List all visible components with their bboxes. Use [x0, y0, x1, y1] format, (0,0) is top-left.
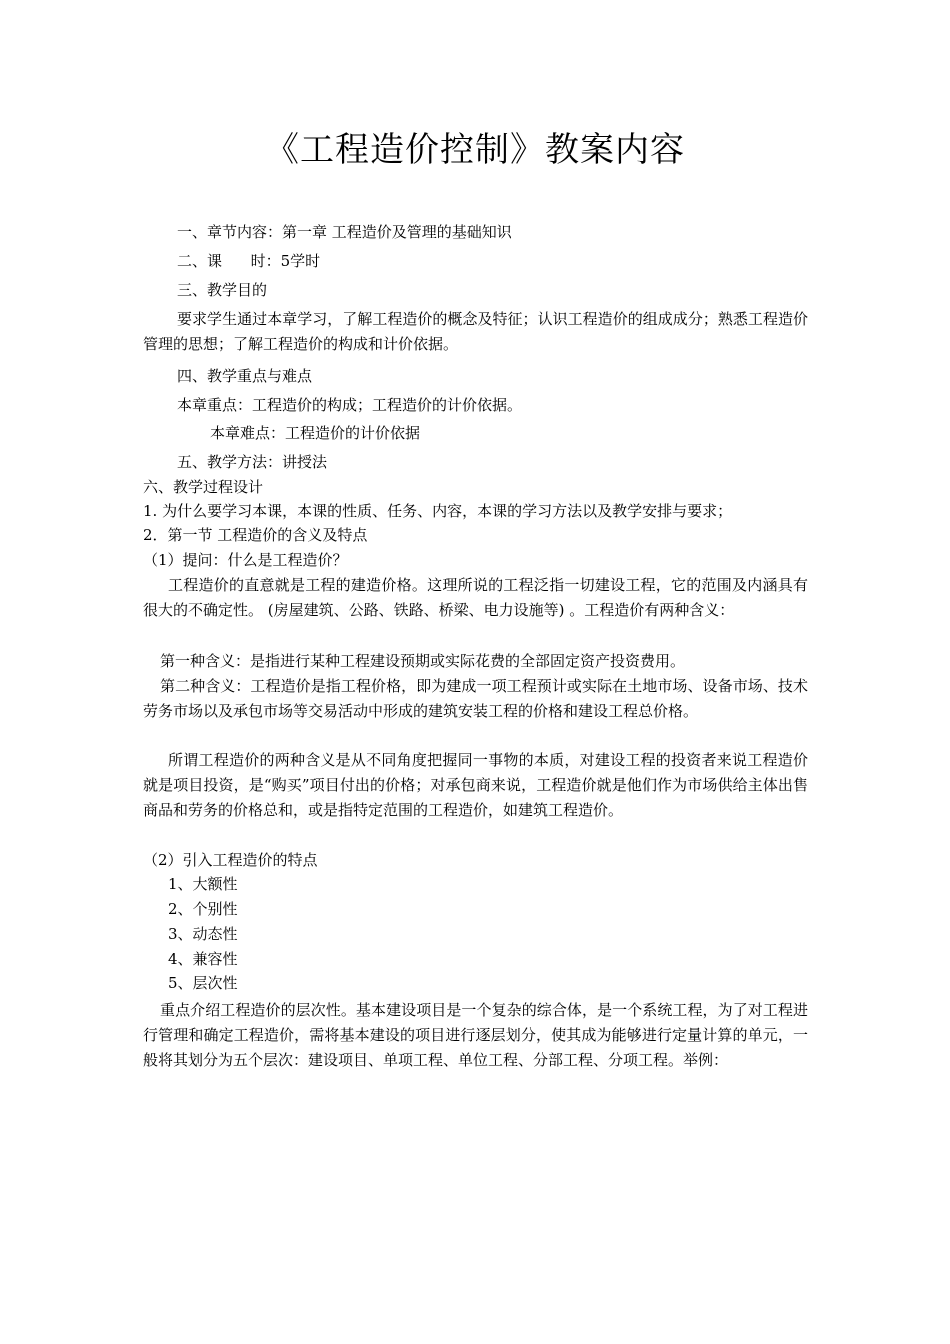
- hours-line: 二、课 时：5学时: [177, 252, 321, 270]
- feature-item: 5、层次性: [168, 974, 238, 992]
- difficulty-line: 本章难点：工程造价的计价依据: [210, 424, 421, 442]
- keypoint-line: 本章重点：工程造价的构成；工程造价的计价依据。: [177, 396, 523, 414]
- feature-item: 1、大额性: [168, 875, 238, 893]
- meaning-2-paragraph: 第二种含义：工程造价是指工程价格，即为建成一项工程预计或实际在土地市场、设备市场、技术劳务市场以及承包市场等交易活动中形成的建筑安装工程的价格和建设工程总价格。: [143, 677, 808, 720]
- process-heading: 六、教学过程设计: [143, 478, 264, 496]
- definition-paragraph: 工程造价的直意就是工程的建造价格。这理所说的工程泛指一切建设工程，它的范围及内涵具有很大的不确定性。 (房屋建筑、公路、铁路、桥梁、电力设施等) 。工程造价有两种含义：: [143, 576, 808, 619]
- feature-item: 4、兼容性: [168, 950, 238, 968]
- meaning-1-line: 第一种含义：是指进行某种工程建设预期或实际花费的全部固定资产投资费用。: [160, 652, 686, 670]
- keypoints-heading: 四、教学重点与难点: [177, 367, 313, 385]
- hierarchy-paragraph: 重点介绍工程造价的层次性。基本建设项目是一个复杂的综合体，是一个系统工程，为了对工程进行管理和确定工程造价，需将基本建设的项目进行逐层划分，使其成为能够进行定量计算的单元，一般将其划分为五个层次：建设项目、单项工程、单位工程、分部工程、分项工程。举例：: [143, 1001, 808, 1069]
- method-line: 五、教学方法：讲授法: [177, 453, 328, 471]
- objective-heading: 三、教学目的: [177, 281, 268, 299]
- process-item-2: 2．第一节 工程造价的含义及特点: [143, 526, 368, 544]
- feature-item: 2、个别性: [168, 900, 238, 918]
- process-item-1: 1. 为什么要学习本课，本课的性质、任务、内容，本课的学习方法以及教学安排与要求；: [143, 502, 733, 520]
- explanation-paragraph: 所谓工程造价的两种含义是从不同角度把握同一事物的本质，对建设工程的投资者来说工程造价就是项目投资，是“购买”项目付出的价格；对承包商来说，工程造价就是他们作为市场供给主体出售商品和劳务的价格总和，或是指特定范围的工程造价，如建筑工程造价。: [143, 751, 808, 819]
- objective-paragraph: 要求学生通过本章学习，了解工程造价的概念及特征；认识工程造价的组成成分；熟悉工程造价管理的思想；了解工程造价的构成和计价依据。: [143, 310, 808, 353]
- feature-item: 3、动态性: [168, 925, 238, 943]
- chapter-line: 一、章节内容：第一章 工程造价及管理的基础知识: [177, 223, 512, 241]
- features-heading: （2）引入工程造价的特点: [143, 851, 318, 869]
- question-line: （1）提问：什么是工程造价？: [143, 551, 348, 569]
- document-title: 《工程造价控制》教案内容: [265, 130, 685, 170]
